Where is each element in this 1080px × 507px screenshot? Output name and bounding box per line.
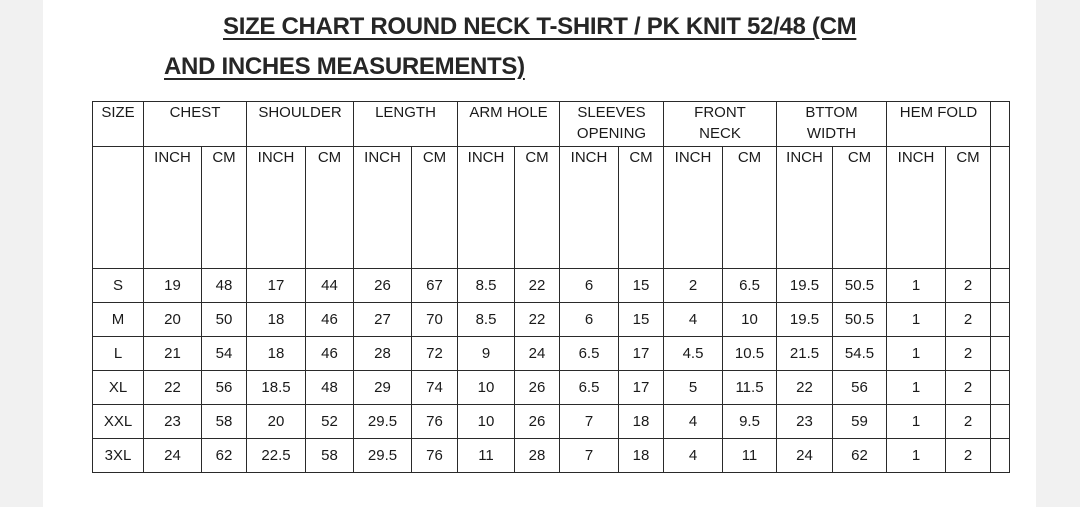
cell: 29.5 [354,439,412,473]
unit-cm: CM [723,147,777,269]
empty-cell [991,147,1010,269]
unit-cm: CM [833,147,887,269]
cell: 54 [202,337,247,371]
table-row [93,337,1010,371]
document-page [43,0,1036,507]
cell: 2 [946,439,991,473]
cell: 24 [515,337,560,371]
cell: 54.5 [833,337,887,371]
cell: 56 [833,371,887,405]
cell: 76 [412,405,458,439]
size-header: SIZE [93,102,144,147]
cell: 22 [144,371,202,405]
size-chart-table [92,101,1010,473]
cell: 26 [515,371,560,405]
table-row [93,439,1010,473]
cell: 46 [306,337,354,371]
unit-inch: INCH [887,147,946,269]
cell: 76 [412,439,458,473]
cell: 19.5 [777,303,833,337]
header-row-units [93,147,1010,269]
cell: 58 [306,439,354,473]
group-header-hem-fold: HEM FOLD [887,102,991,147]
cell: 7 [560,405,619,439]
cell: 9.5 [723,405,777,439]
cell: 1 [887,371,946,405]
unit-cm: CM [412,147,458,269]
cell: 8.5 [458,303,515,337]
cell: 28 [354,337,412,371]
cell: 10 [723,303,777,337]
cell: 56 [202,371,247,405]
cell: 62 [833,439,887,473]
cell: 4 [664,405,723,439]
cell: 22.5 [247,439,306,473]
cell: 2 [946,337,991,371]
cell: 7 [560,439,619,473]
cell: 2 [946,303,991,337]
size-label: XL [93,371,144,405]
cell: 11 [458,439,515,473]
cell: 9 [458,337,515,371]
cell: 62 [202,439,247,473]
table-row [93,303,1010,337]
cell: 26 [515,405,560,439]
group-header-front-neck: FRONT NECK [664,102,777,147]
cell: 2 [946,269,991,303]
unit-inch: INCH [664,147,723,269]
cell: 17 [619,371,664,405]
cell: 28 [515,439,560,473]
cell: 2 [664,269,723,303]
size-label: 3XL [93,439,144,473]
unit-cm: CM [306,147,354,269]
empty-cell [991,439,1010,473]
unit-inch: INCH [144,147,202,269]
cell: 1 [887,337,946,371]
cell: 10 [458,405,515,439]
cell: 6 [560,269,619,303]
title-line-2: AND INCHES MEASUREMENTS) [164,53,525,80]
cell: 48 [306,371,354,405]
header-row-groups [93,102,1010,147]
cell: 19.5 [777,269,833,303]
cell: 20 [144,303,202,337]
cell: 59 [833,405,887,439]
cell: 29 [354,371,412,405]
group-header-arm-hole: ARM HOLE [458,102,560,147]
cell: 74 [412,371,458,405]
cell: 24 [144,439,202,473]
cell: 70 [412,303,458,337]
unit-inch: INCH [560,147,619,269]
cell: 18 [247,303,306,337]
cell: 6 [560,303,619,337]
size-label: S [93,269,144,303]
cell: 1 [887,303,946,337]
empty-cell [991,337,1010,371]
empty-cell [93,147,144,269]
cell: 52 [306,405,354,439]
group-header-length: LENGTH [354,102,458,147]
cell: 29.5 [354,405,412,439]
cell: 23 [144,405,202,439]
cell: 8.5 [458,269,515,303]
cell: 72 [412,337,458,371]
cell: 6.5 [560,371,619,405]
table-row [93,371,1010,405]
empty-cell [991,102,1010,147]
group-header-bottom-width: BTTOM WIDTH [777,102,887,147]
cell: 50 [202,303,247,337]
cell: 21 [144,337,202,371]
cell: 1 [887,269,946,303]
cell: 6.5 [560,337,619,371]
cell: 22 [515,269,560,303]
unit-inch: INCH [247,147,306,269]
group-header-shoulder: SHOULDER [247,102,354,147]
cell: 11.5 [723,371,777,405]
unit-cm: CM [515,147,560,269]
unit-cm: CM [202,147,247,269]
cell: 15 [619,303,664,337]
cell: 46 [306,303,354,337]
cell: 6.5 [723,269,777,303]
cell: 20 [247,405,306,439]
cell: 11 [723,439,777,473]
cell: 15 [619,269,664,303]
cell: 4 [664,303,723,337]
cell: 22 [515,303,560,337]
cell: 21.5 [777,337,833,371]
cell: 18.5 [247,371,306,405]
cell: 50.5 [833,303,887,337]
cell: 1 [887,405,946,439]
cell: 19 [144,269,202,303]
cell: 18 [247,337,306,371]
cell: 2 [946,371,991,405]
cell: 23 [777,405,833,439]
cell: 5 [664,371,723,405]
size-label: L [93,337,144,371]
cell: 24 [777,439,833,473]
empty-cell [991,371,1010,405]
cell: 17 [619,337,664,371]
cell: 10.5 [723,337,777,371]
cell: 26 [354,269,412,303]
cell: 27 [354,303,412,337]
unit-cm: CM [946,147,991,269]
cell: 48 [202,269,247,303]
empty-cell [991,269,1010,303]
cell: 58 [202,405,247,439]
cell: 10 [458,371,515,405]
table-row [93,269,1010,303]
unit-inch: INCH [458,147,515,269]
cell: 18 [619,439,664,473]
cell: 4.5 [664,337,723,371]
cell: 22 [777,371,833,405]
cell: 17 [247,269,306,303]
cell: 2 [946,405,991,439]
cell: 4 [664,439,723,473]
cell: 1 [887,439,946,473]
unit-cm: CM [619,147,664,269]
size-label: M [93,303,144,337]
cell: 18 [619,405,664,439]
unit-inch: INCH [354,147,412,269]
title-line-1: SIZE CHART ROUND NECK T-SHIRT / PK KNIT 52/48 (CM [223,13,857,40]
cell: 44 [306,269,354,303]
empty-cell [991,303,1010,337]
cell: 67 [412,269,458,303]
empty-cell [991,405,1010,439]
cell: 50.5 [833,269,887,303]
size-label: XXL [93,405,144,439]
unit-inch: INCH [777,147,833,269]
group-header-chest: CHEST [144,102,247,147]
group-header-sleeves-opening: SLEEVES OPENING [560,102,664,147]
table-row [93,405,1010,439]
